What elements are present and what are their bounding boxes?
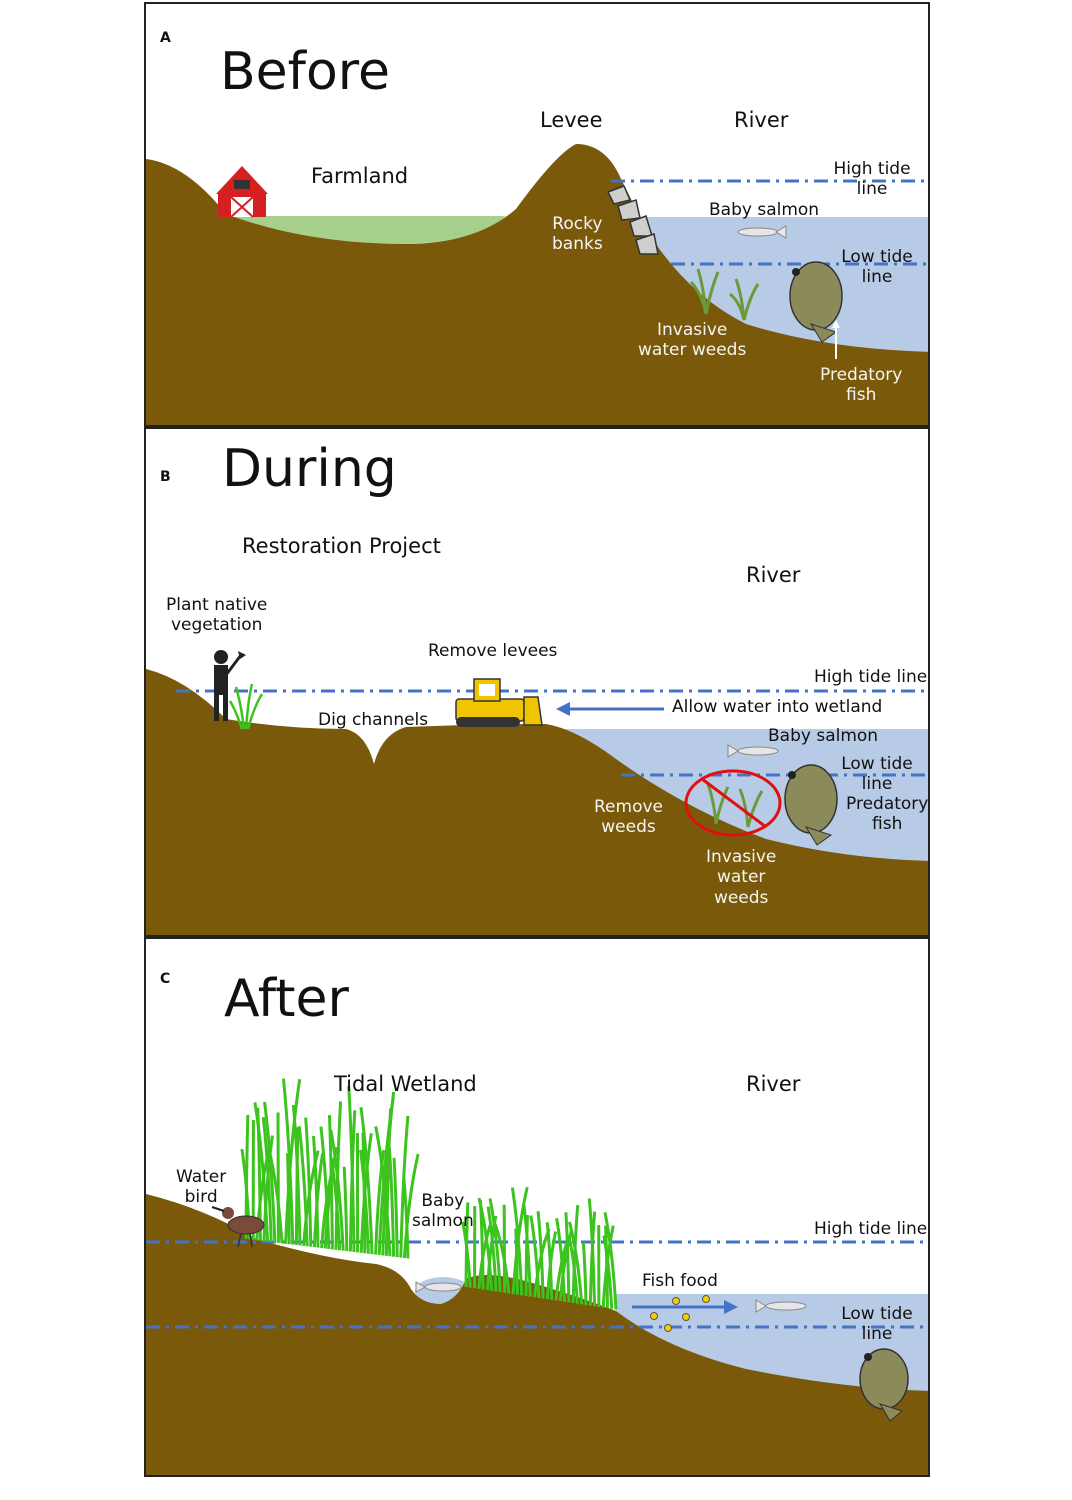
bulldozer-icon (456, 679, 542, 727)
restoration-label: Restoration Project (242, 534, 441, 558)
farmland-label: Farmland (311, 164, 409, 188)
grass-blade (583, 1243, 586, 1305)
remove-levees-label: Remove levees (428, 641, 558, 661)
panel-title: Before (220, 42, 391, 102)
river-label: River (746, 563, 801, 587)
tidal-wetland-label: Tidal Wetland (334, 1072, 477, 1096)
invasive-weeds-label: Invasive water weeds (638, 320, 747, 361)
river-label: River (746, 1072, 801, 1096)
wetland-grass-left (242, 1079, 418, 1259)
baby-salmon-label: Baby salmon (709, 200, 820, 220)
low-tide-label: Low tide line (841, 754, 913, 795)
panel-during (144, 427, 930, 937)
panel-letter: B (160, 469, 171, 485)
baby-salmon-label: Baby salmon (768, 726, 879, 746)
panel-before (144, 2, 930, 427)
fish-food-label: Fish food (642, 1271, 718, 1291)
grass-blade (566, 1212, 569, 1302)
low-tide-label: Low tide line (841, 1304, 913, 1345)
high-tide-label: High tide line (833, 159, 911, 200)
predatory-fish-label: Predatory fish (846, 794, 929, 835)
panel-letter: C (160, 971, 171, 987)
panel-title: During (222, 439, 397, 499)
river-label: River (734, 108, 789, 132)
low-tide-label: Low tide line (841, 247, 913, 288)
during-scene (146, 429, 930, 937)
predatory-fish-label: Predatory fish (820, 365, 903, 406)
levee-label: Levee (540, 108, 603, 132)
rocky-banks-label: Rocky banks (552, 214, 603, 255)
panel-letter: A (160, 30, 171, 46)
remove-weeds-label: Remove weeds (594, 797, 663, 838)
dig-channels-label: Dig channels (318, 710, 429, 730)
high-tide-label: High tide line (814, 667, 928, 687)
plant-native-label: Plant native vegetation (166, 595, 268, 636)
panel-after (144, 937, 930, 1477)
panel-title: After (224, 969, 349, 1029)
grass-blade (344, 1167, 347, 1251)
invasive-weeds-label: Invasive water weeds (706, 847, 777, 908)
baby-salmon-label: Baby salmon (412, 1191, 474, 1232)
barn-icon (216, 166, 268, 217)
water-bird-label: Water bird (176, 1167, 227, 1208)
high-tide-label: High tide line (814, 1219, 928, 1239)
allow-water-label: Allow water into wetland (672, 697, 883, 717)
